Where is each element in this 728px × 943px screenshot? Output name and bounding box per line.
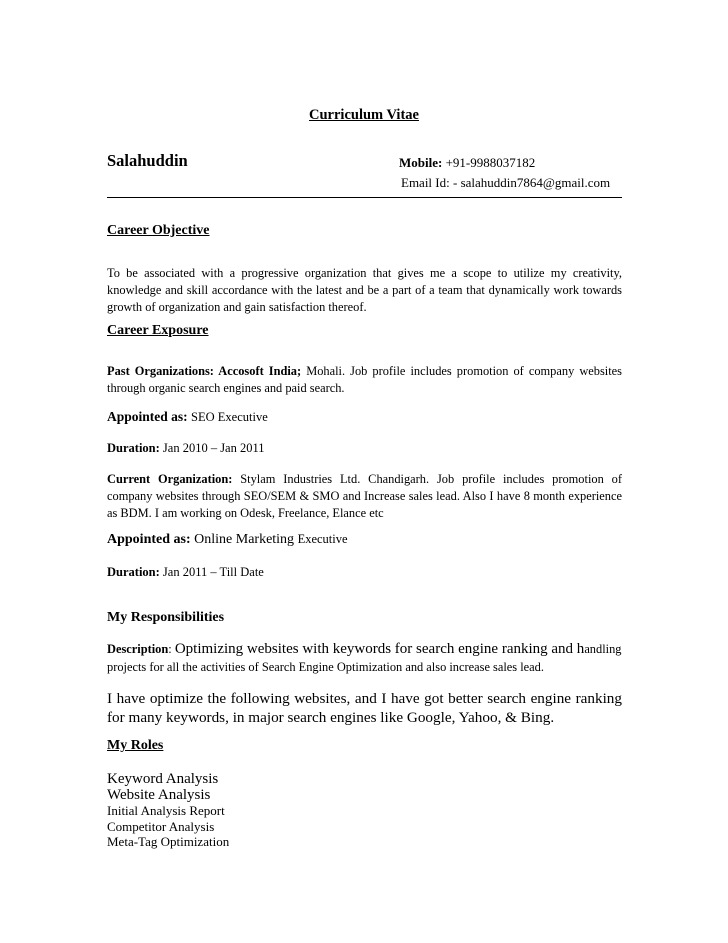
past-duration-line xyxy=(107,441,265,456)
past-appointed-label: Appointed as: xyxy=(107,409,188,424)
responsibilities-heading: My Responsibilities xyxy=(107,610,225,625)
document-title: Curriculum Vitae xyxy=(309,107,419,123)
current-duration-value: Jan 2011 – Till Date xyxy=(162,565,264,579)
description-text-a: Optimizing websites with keywords for search engine ranking and h xyxy=(174,641,585,657)
email-address: salahuddin7864@gmail.com xyxy=(460,175,611,190)
past-duration-value: Jan 2010 – Jan 2011 xyxy=(162,441,265,455)
role-item: Website Analysis xyxy=(107,787,211,803)
roles-heading: My Roles xyxy=(107,738,164,753)
header-divider xyxy=(107,197,622,198)
past-organization-text xyxy=(107,363,622,397)
past-appointed-value: SEO Executive xyxy=(191,410,268,424)
current-appointed-label: Appointed as: xyxy=(107,532,191,547)
responsibilities-description xyxy=(107,640,622,676)
role-item: Keyword Analysis xyxy=(107,771,219,787)
current-duration-line xyxy=(107,565,264,580)
email-line xyxy=(401,175,610,191)
role-item: Competitor Analysis xyxy=(107,818,215,834)
email-label: Email Id: - xyxy=(401,175,458,190)
mobile-label: Mobile: xyxy=(399,155,443,170)
description-label: Description xyxy=(107,642,169,656)
past-organization-label: Past Organizations: Accosoft India; xyxy=(107,364,302,378)
career-objective-text: To be associated with a progressive organization that gives me a scope to utilize my creativity, knowledge and skill accordance with the latest and be a part of a team that dynamically work towards growth of organization and gain satisfaction thereof. xyxy=(107,266,622,314)
description-text-b: andling projects for all the activities of Search Engine Optimization and also increase sales lead. xyxy=(107,642,622,674)
current-duration-label: Duration: xyxy=(107,565,160,579)
candidate-name: Salahuddin xyxy=(107,151,188,170)
past-organization-details: Mohali. Job profile includes promotion of company websites through organic search engines and paid search. xyxy=(107,364,622,395)
description-separator: : xyxy=(168,642,172,656)
role-item: Initial Analysis Report xyxy=(107,803,225,818)
current-organization-details: Stylam Industries Ltd. Chandigarh. Job profile includes promotion of company websites through SEO/SEM & SMO and Increase sales lead. Also I have 8 month experience as BDM. I am working on Odesk, Freelance, Elance etc xyxy=(107,472,622,520)
past-appointed-line xyxy=(107,409,268,425)
career-objective-heading: Career Objective xyxy=(107,223,210,238)
websites-text: I have optimize the following websites, and I have got better search engine ranking for many keywords, in major search engines like Google, Yahoo, & Bing. xyxy=(107,690,622,726)
current-appointed-value-rest: Executive xyxy=(297,532,348,546)
career-exposure-heading: Career Exposure xyxy=(107,323,209,338)
current-organization-text xyxy=(107,471,622,522)
roles-list xyxy=(107,771,229,850)
past-duration-label: Duration: xyxy=(107,441,160,455)
role-item: Meta-Tag Optimization xyxy=(107,834,230,849)
current-organization-label: Current Organization: xyxy=(107,472,233,486)
mobile-line xyxy=(399,155,535,171)
mobile-number: +91-9988037182 xyxy=(445,155,536,170)
current-appointed-line xyxy=(107,532,348,548)
current-appointed-value: Online Marketing xyxy=(194,532,295,547)
